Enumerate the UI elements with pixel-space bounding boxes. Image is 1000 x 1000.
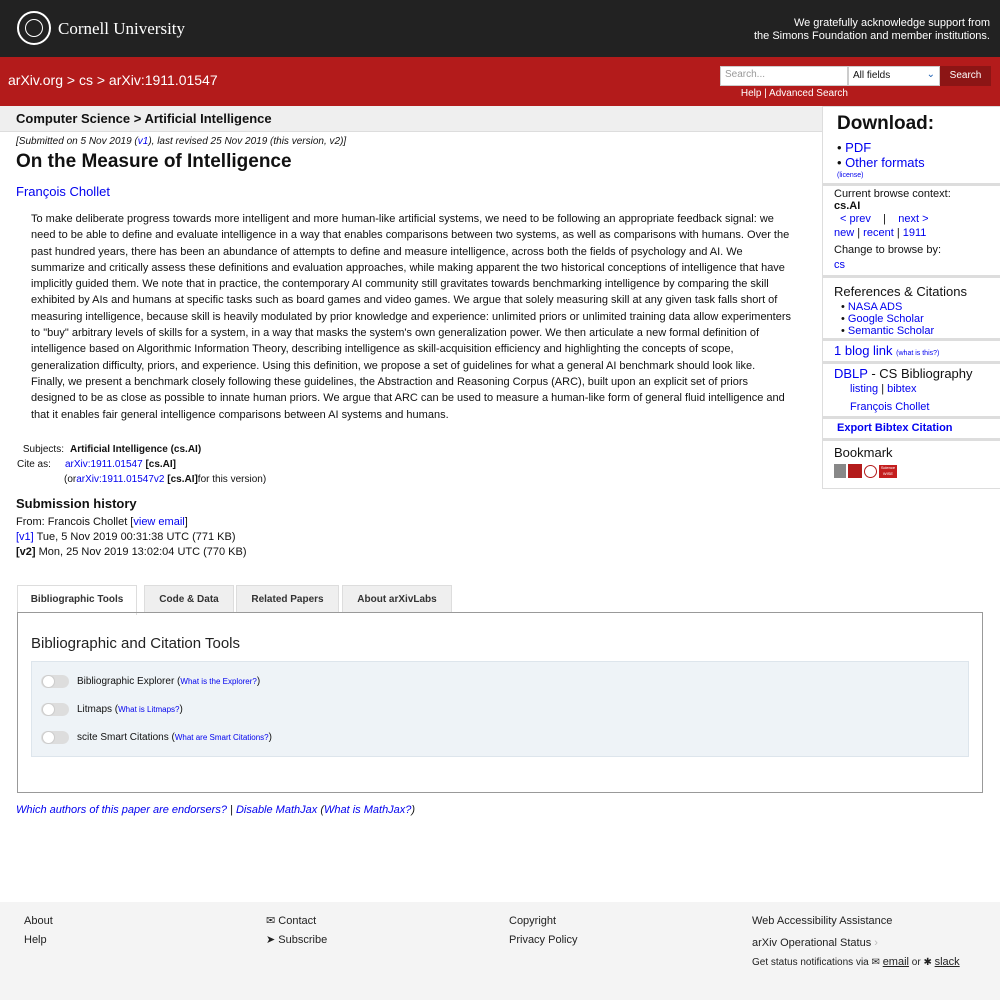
cite-v2-suffix: for this version) bbox=[197, 474, 267, 485]
download-list: • PDF • Other formats bbox=[837, 140, 925, 170]
paper-plane-icon: ➤ bbox=[266, 934, 276, 946]
dblp-heading bbox=[834, 366, 973, 381]
google-scholar-link[interactable]: Google Scholar bbox=[847, 313, 924, 325]
submitted-prefix: [Submitted on 5 Nov 2019 ( bbox=[16, 136, 138, 147]
dblp-links bbox=[850, 383, 916, 395]
endorsers-link[interactable]: Which authors of this paper are endorsers? bbox=[16, 804, 227, 816]
tool-row-explorer: Bibliographic Explorer ( What is the Explorer? ) bbox=[41, 673, 260, 689]
help-link[interactable]: Help bbox=[24, 934, 47, 946]
next-link[interactable]: next > bbox=[898, 213, 929, 225]
contact-label: Contact bbox=[278, 915, 317, 927]
top-banner bbox=[0, 0, 1000, 57]
separator: | bbox=[857, 227, 861, 239]
notify-prefix: Get status notifications via bbox=[752, 957, 872, 968]
submission-dates bbox=[16, 136, 346, 147]
separator: | bbox=[764, 88, 767, 99]
slack-link[interactable]: slack bbox=[934, 956, 960, 968]
bibsonomy-icon[interactable] bbox=[834, 464, 846, 478]
submission-history-title: Submission history bbox=[16, 496, 137, 511]
view-email-link[interactable]: view email bbox=[133, 516, 185, 528]
advanced-search-link[interactable]: Advanced Search bbox=[769, 88, 848, 99]
litmaps-toggle[interactable] bbox=[41, 703, 69, 716]
chevron-right-icon: › bbox=[874, 937, 878, 949]
breadcrumb-cs[interactable]: cs bbox=[78, 72, 93, 88]
divider bbox=[823, 338, 1000, 341]
semantic-scholar-link[interactable]: Semantic Scholar bbox=[847, 325, 935, 337]
year-link[interactable]: 1911 bbox=[902, 227, 927, 239]
dblp-bibtex-link[interactable]: bibtex bbox=[887, 383, 917, 395]
subject-header bbox=[0, 106, 822, 132]
subscribe-item[interactable] bbox=[266, 931, 327, 950]
abstract: To make deliberate progress towards more intelligent and more human-like artificial systems, we need to be following an appropriate feedback signal: we need to be able to define and evaluate intelligence in a way that enables comparisons between two systems, as well as comparisons with humans. Over the past hundred years, there has been an abundance of attempts to define and measure intelligence, across both the fields of psychology and AI. We summarize and critically assess these definitions and evaluation approaches, while making apparent the two historical conceptions of intelligence that have implicitly guided them. We note that in practice, the contemporary AI community still gravitates towards benchmarking intelligence by comparing the skill exhibited by AIs and humans at specific tasks such as board games and video games. We argue that solely measuring skill at any given task falls short of measuring intelligence, because skill is heavily modulated by prior knowledge and experience: unlimited priors or unlimited training data allow experimenters to "buy" arbitrary levels of skills for a system, in a way that masks the system's own generalization power. We then articulate a new formal definition of intelligence based on Algorithmic Information Theory, describing intelligence as skill-acquisition efficiency and highlighting the concepts of scope, generalization difficulty, priors, and experience. Using this definition, we propose a set of guidelines for what a general AI benchmark should look like. Finally, we present a benchmark closely following these guidelines, the Abstraction and Reasoning Corpus (ARC), built upon an explicit set of priors designed to be as close as possible to innate human priors. We argue that ARC can be used to measure a human-like form of general fluid intelligence and that it enables fair general intelligence comparisons between AI systems and humans. bbox=[31, 213, 792, 421]
breadcrumb-paper-id[interactable]: arXiv:1911.01547 bbox=[108, 72, 218, 88]
search-button[interactable]: Search bbox=[940, 66, 991, 86]
help-link[interactable]: Help bbox=[740, 88, 762, 99]
references-heading: References & Citations bbox=[834, 284, 967, 299]
envelope-icon: ✉ bbox=[266, 915, 276, 927]
search-input[interactable]: Search... bbox=[720, 66, 848, 86]
breadcrumb-sep: > bbox=[66, 72, 76, 88]
nasa-ads-link[interactable]: NASA ADS bbox=[847, 301, 903, 313]
scite-help-link[interactable]: What are Smart Citations? bbox=[174, 732, 269, 742]
litmaps-help-link[interactable]: What is Litmaps? bbox=[118, 704, 180, 714]
from-text: From: Francois Chollet [ bbox=[16, 516, 134, 528]
version-v1-link[interactable]: [v1] bbox=[16, 531, 34, 543]
from-suffix: ] bbox=[184, 516, 188, 528]
breadcrumb-sep: > bbox=[96, 72, 106, 88]
disable-mathjax-link[interactable]: Disable MathJax bbox=[235, 804, 318, 816]
cite-or: (or bbox=[64, 474, 77, 485]
subjects-value: Artificial Intelligence (cs.AI) bbox=[70, 444, 202, 455]
version-v1-text: Tue, 5 Nov 2019 00:31:38 UTC (771 KB) bbox=[33, 531, 236, 543]
subscribe-label: Subscribe bbox=[278, 934, 328, 946]
chevron-down-icon: ⌄ bbox=[926, 69, 935, 80]
cite-v2-link[interactable]: arXiv:1911.01547v2 bbox=[76, 474, 165, 485]
dblp-listing-link[interactable]: listing bbox=[850, 383, 879, 395]
subject-header-text: Computer Science > Artificial Intelligence bbox=[16, 111, 272, 126]
email-link[interactable]: email bbox=[882, 956, 909, 968]
browse-context-label: Current browse context: bbox=[834, 188, 951, 200]
version-v2-label: [v2] bbox=[16, 546, 36, 558]
mendeley-icon[interactable] bbox=[848, 464, 862, 478]
ack-line-2: the Simons Foundation and member institutions. bbox=[753, 30, 990, 42]
footer-col-4 bbox=[752, 912, 960, 972]
what-mathjax-link[interactable]: What is MathJax? bbox=[324, 804, 412, 816]
cornell-logo-text[interactable]: Cornell University bbox=[58, 19, 186, 38]
cite-tag: [cs.AI] bbox=[145, 459, 176, 470]
bookmark-icons bbox=[834, 464, 899, 478]
cite-id-link[interactable]: arXiv:1911.01547 bbox=[65, 459, 143, 470]
blog-what-link[interactable]: (what is this?) bbox=[896, 350, 940, 357]
nav-bar bbox=[0, 57, 1000, 106]
new-link[interactable]: new bbox=[834, 227, 855, 239]
or-text: or bbox=[908, 957, 924, 968]
search-field-select[interactable] bbox=[848, 66, 940, 86]
litmaps-label: Litmaps bbox=[77, 703, 113, 715]
cite-label: Cite as: bbox=[17, 459, 51, 470]
status-notifications bbox=[752, 953, 960, 972]
tab-panel bbox=[17, 612, 983, 793]
envelope-icon: ✉ bbox=[871, 957, 880, 968]
version-v2-text: Mon, 25 Nov 2019 13:02:04 UTC (770 KB) bbox=[35, 546, 247, 558]
dblp-author-link[interactable]: François Chollet bbox=[850, 401, 930, 413]
status-label: arXiv Operational Status bbox=[752, 937, 872, 949]
divider bbox=[823, 438, 1000, 441]
explorer-help-link[interactable]: What is the Explorer? bbox=[180, 676, 257, 686]
separator: | bbox=[896, 227, 900, 239]
divider bbox=[823, 361, 1000, 364]
tools-box bbox=[31, 661, 969, 757]
browse-cs-link[interactable]: cs bbox=[834, 259, 845, 271]
paper-title: On the Measure of Intelligence bbox=[16, 151, 292, 172]
tab-about-arxivlabs[interactable]: About arXivLabs bbox=[342, 585, 452, 613]
search-field-value: All fields bbox=[853, 70, 891, 81]
footer-col-1 bbox=[24, 912, 53, 950]
sidebar bbox=[822, 106, 1000, 489]
pdf-link[interactable]: PDF bbox=[845, 140, 872, 155]
sciencewise-icon[interactable]: Science WISE bbox=[880, 464, 896, 476]
scite-label: scite Smart Citations bbox=[77, 731, 169, 743]
tools-title: Bibliographic and Citation Tools bbox=[31, 635, 241, 652]
prev-link[interactable]: < prev bbox=[840, 213, 871, 225]
about-link[interactable]: About bbox=[24, 915, 53, 927]
divider bbox=[823, 183, 1000, 186]
reddit-icon[interactable] bbox=[864, 465, 877, 478]
submitted-suffix: ), last revised 25 Nov 2019 (this version, v2)] bbox=[148, 136, 347, 147]
scite-toggle[interactable] bbox=[41, 731, 69, 744]
tool-row-litmaps: Litmaps ( What is Litmaps? ) bbox=[41, 701, 183, 717]
bottom-links: Which authors of this paper are endorsers? | Disable MathJax (What is MathJax?) bbox=[16, 804, 416, 816]
paper-metadata bbox=[16, 444, 266, 489]
divider bbox=[823, 275, 1000, 278]
explorer-toggle[interactable] bbox=[41, 675, 69, 688]
contact-item[interactable] bbox=[266, 912, 327, 931]
license-link[interactable]: (license) bbox=[837, 172, 864, 179]
change-browse-label: Change to browse by: bbox=[834, 244, 942, 256]
dblp-suffix: - CS Bibliography bbox=[867, 366, 973, 381]
cite-v2-tag: [cs.AI] bbox=[167, 474, 198, 485]
export-bibtex-link[interactable]: Export Bibtex Citation bbox=[837, 422, 953, 434]
privacy-link[interactable]: Privacy Policy bbox=[509, 934, 578, 946]
tab-bibliographic-tools[interactable]: Bibliographic Tools bbox=[17, 585, 137, 615]
recent-link[interactable]: recent bbox=[863, 227, 894, 239]
subjects-label: Subjects: bbox=[22, 444, 64, 455]
copyright-link[interactable]: Copyright bbox=[509, 915, 557, 927]
download-heading: Download: bbox=[837, 113, 935, 134]
acknowledgement bbox=[754, 17, 990, 43]
browse-context-value: cs.AI bbox=[834, 200, 861, 212]
other-formats-link[interactable]: Other formats bbox=[845, 155, 925, 170]
tool-row-scite: scite Smart Citations ( What are Smart Citations? ) bbox=[41, 729, 272, 745]
tab-code-data[interactable]: Code & Data bbox=[144, 585, 234, 613]
blog-links bbox=[834, 343, 939, 358]
breadcrumb bbox=[8, 72, 218, 88]
cornell-seal-icon[interactable] bbox=[17, 11, 51, 45]
ack-line-1: We gratefully acknowledge support from bbox=[793, 17, 990, 29]
status-link[interactable] bbox=[752, 934, 960, 953]
submission-history bbox=[16, 515, 247, 560]
bookmark-heading: Bookmark bbox=[834, 445, 893, 460]
author-link[interactable]: François Chollet bbox=[16, 184, 110, 199]
tab-related-papers[interactable]: Related Papers bbox=[236, 585, 339, 613]
breadcrumb-arxiv[interactable]: arXiv.org bbox=[8, 72, 63, 88]
references-list: • NASA ADS • Google Scholar • Semantic Scholar bbox=[841, 301, 935, 337]
help-links bbox=[741, 88, 848, 99]
separator: | bbox=[883, 213, 886, 225]
slack-icon: ✱ bbox=[923, 957, 932, 968]
dblp-link[interactable]: DBLP bbox=[834, 366, 868, 381]
footer-col-3 bbox=[509, 912, 577, 950]
v1-link[interactable]: v1 bbox=[137, 136, 149, 147]
blog-link[interactable]: 1 blog link bbox=[834, 343, 893, 358]
separator: | bbox=[226, 804, 236, 816]
explorer-label: Bibliographic Explorer bbox=[77, 675, 175, 687]
prev-next bbox=[840, 213, 929, 225]
browse-links bbox=[834, 227, 926, 239]
accessibility-link[interactable]: Web Accessibility Assistance bbox=[752, 915, 893, 927]
separator: | bbox=[881, 383, 885, 395]
footer-col-2 bbox=[266, 912, 327, 950]
divider bbox=[823, 416, 1000, 419]
footer bbox=[0, 902, 1000, 1000]
